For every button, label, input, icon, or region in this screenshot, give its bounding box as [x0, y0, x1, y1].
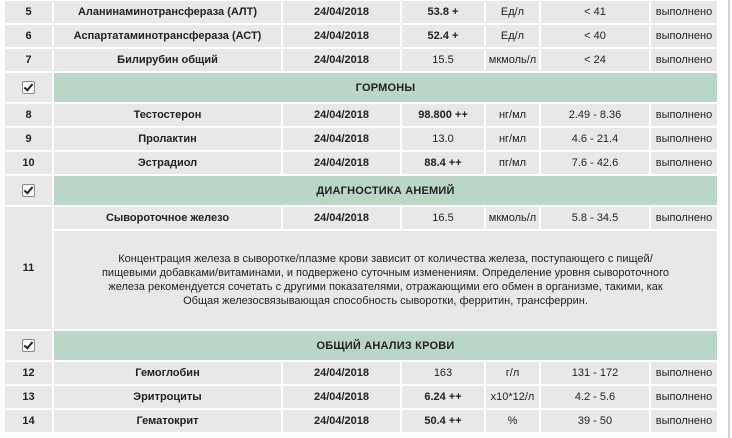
test-value: 98.800 ++ — [400, 104, 484, 126]
section-toggle[interactable] — [5, 73, 52, 102]
test-status: выполнено — [649, 128, 717, 150]
test-date: 24/04/2018 — [281, 1, 400, 23]
reference-range: 7.6 - 42.6 — [539, 152, 649, 174]
result-row — [5, 386, 717, 408]
test-status: выполнено — [649, 207, 717, 229]
reference-range: 2.49 - 8.36 — [539, 104, 649, 126]
test-value: 50.4 ++ — [400, 410, 484, 432]
row-number: 6 — [5, 25, 52, 47]
test-unit: мкмоль/л — [484, 207, 539, 229]
section-title: ГОРМОНЫ — [52, 73, 717, 102]
row-number: 7 — [5, 49, 52, 71]
test-value: 88.4 ++ — [400, 152, 484, 174]
test-status: выполнено — [649, 49, 717, 71]
reference-range: 5.8 - 34.5 — [539, 207, 649, 229]
row-number: 9 — [5, 128, 52, 150]
result-row — [5, 104, 717, 126]
test-name: Гематокрит — [52, 410, 281, 432]
test-name: Аланинаминотрансфераза (АЛТ) — [52, 1, 281, 23]
test-value: 163 — [400, 362, 484, 384]
section-header-hormones — [5, 73, 717, 102]
test-name: Гемоглобин — [52, 362, 281, 384]
result-row — [5, 410, 717, 432]
test-unit: Ед/л — [484, 25, 539, 47]
test-date: 24/04/2018 — [281, 362, 400, 384]
test-status: выполнено — [649, 1, 717, 23]
section-toggle[interactable] — [5, 176, 52, 205]
test-value: 53.8 + — [400, 1, 484, 23]
reference-range: < 24 — [539, 49, 649, 71]
reference-range: < 40 — [539, 25, 649, 47]
test-unit: г/л — [484, 362, 539, 384]
test-value: 6.24 ++ — [400, 386, 484, 408]
reference-range: 39 - 50 — [539, 410, 649, 432]
row-number: 11 — [5, 207, 52, 329]
test-date: 24/04/2018 — [281, 410, 400, 432]
test-value: 16.5 — [400, 207, 484, 229]
test-status: выполнено — [649, 25, 717, 47]
row-number: 12 — [5, 362, 52, 384]
test-unit: мкмоль/л — [484, 49, 539, 71]
test-date: 24/04/2018 — [281, 152, 400, 174]
test-date: 24/04/2018 — [281, 386, 400, 408]
test-name: Аспартатаминотрансфераза (АСТ) — [52, 25, 281, 47]
lab-results-table — [5, 0, 717, 434]
row-number: 13 — [5, 386, 52, 408]
checkbox-checked-icon[interactable] — [22, 339, 35, 352]
test-value: 52.4 + — [400, 25, 484, 47]
test-status: выполнено — [649, 104, 717, 126]
test-date: 24/04/2018 — [281, 25, 400, 47]
section-title: ДИАГНОСТИКА АНЕМИЙ — [52, 176, 717, 205]
test-date: 24/04/2018 — [281, 49, 400, 71]
test-date: 24/04/2018 — [281, 207, 400, 229]
test-unit: нг/мл — [484, 128, 539, 150]
test-name: Билирубин общий — [52, 49, 281, 71]
result-row — [5, 207, 717, 229]
checkbox-checked-icon[interactable] — [22, 81, 35, 94]
result-row — [5, 25, 717, 47]
test-value: 15.5 — [400, 49, 484, 71]
section-header-anemia — [5, 176, 717, 205]
row-number: 14 — [5, 410, 52, 432]
test-unit: Ед/л — [484, 1, 539, 23]
result-row — [5, 128, 717, 150]
section-toggle[interactable] — [5, 331, 52, 360]
comment-row — [5, 231, 717, 329]
test-status: выполнено — [649, 152, 717, 174]
test-comment: Концентрация железа в сыворотке/плазме крови зависит от количества железа, поступающего с пищей/пищевыми добавками/витаминами, и подвержено суточным изменениям. Определение уровня сывороточного железа рекомендуется сочетать с другими показателями, отражающими его обмен в организме, такими, как Общая железосвязывающая способность сыворотки, ферритин, трансферрин. — [52, 231, 717, 329]
test-unit: % — [484, 410, 539, 432]
test-name: Эритроциты — [52, 386, 281, 408]
reference-range: 4.2 - 5.6 — [539, 386, 649, 408]
test-name: Пролактин — [52, 128, 281, 150]
test-name: Эстрадиол — [52, 152, 281, 174]
row-number: 10 — [5, 152, 52, 174]
test-status: выполнено — [649, 410, 717, 432]
section-title: ОБЩИЙ АНАЛИЗ КРОВИ — [52, 331, 717, 360]
test-unit: пг/мл — [484, 152, 539, 174]
test-unit: нг/мл — [484, 104, 539, 126]
test-date: 24/04/2018 — [281, 104, 400, 126]
test-unit: x10*12/л — [484, 386, 539, 408]
section-header-cbc — [5, 331, 717, 360]
result-row — [5, 1, 717, 23]
result-row — [5, 362, 717, 384]
result-row — [5, 49, 717, 71]
row-number: 5 — [5, 1, 52, 23]
scroll-edge — [728, 0, 730, 438]
reference-range: < 41 — [539, 1, 649, 23]
test-value: 13.0 — [400, 128, 484, 150]
reference-range: 131 - 172 — [539, 362, 649, 384]
checkbox-checked-icon[interactable] — [22, 184, 35, 197]
test-name: Тестостерон — [52, 104, 281, 126]
result-row — [5, 152, 717, 174]
row-number: 8 — [5, 104, 52, 126]
test-date: 24/04/2018 — [281, 128, 400, 150]
test-status: выполнено — [649, 362, 717, 384]
test-name: Сывороточное железо — [52, 207, 281, 229]
test-status: выполнено — [649, 386, 717, 408]
reference-range: 4.6 - 21.4 — [539, 128, 649, 150]
